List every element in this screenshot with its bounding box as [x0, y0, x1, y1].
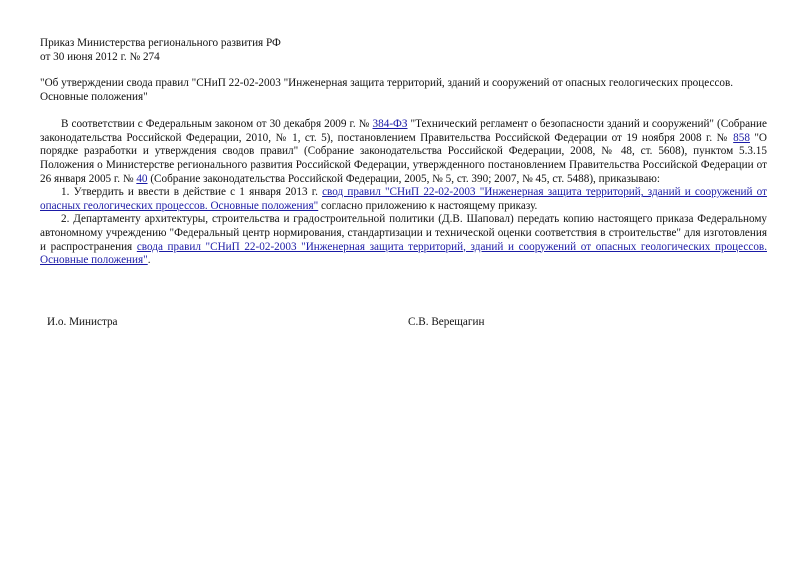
snip-rules-link[interactable]: свод правил "СНиП 22-02-2003 "Инженерная защита территорий, зданий и сооружений от опасных геологических процессов. Основные положения" [40, 186, 768, 212]
item-1-paragraph [40, 186, 767, 213]
order-issuer: Приказ Министерства регионального развития РФ [40, 37, 281, 49]
document-page [40, 37, 768, 328]
resolution-858-link[interactable]: 858 [733, 131, 750, 144]
preamble-text-4: (Собрание законодательства Российской Федерации, 2005, № 5, ст. 390; 2007, № 45, ст. 5488), приказываю: [147, 172, 660, 185]
preamble-text-3: "О порядке разработки и утверждения сводов правил" (Собрание законодательства Российской Федерации, 2008, № 48, ст. 5608), пунктом 5.3.15 Положения о Министерстве регионального развития Российской Федерации, утвержденного постановлением Правительства Российской Федерации от 26 января 2005 г. № [40, 131, 767, 185]
signatory-position: И.о. Министра [47, 316, 118, 328]
resolution-40-link[interactable]: 40 [136, 172, 148, 185]
item-1-text-2: согласно приложению к настоящему приказу. [318, 199, 538, 212]
order-date-number: от 30 июня 2012 г. № 274 [40, 51, 160, 63]
signatory-name: С.В. Верещагин [408, 316, 485, 328]
law-384-fz-link[interactable]: 384-ФЗ [372, 118, 408, 131]
preamble-text-2: "Технический регламент о безопасности зданий и сооружений" (Собрание законодательства Российской Федерации, 2010, № 1, ст. 5), постановлением Правительства Российской Федерации от 19 ноября 2008 г. № [40, 118, 767, 144]
item-1-text-1: 1. Утвердить и ввести в действие с 1 января 2013 г. [61, 186, 323, 199]
item-2-paragraph [40, 213, 767, 267]
document-title-text: "Об утверждении свода правил "СНиП 22-02-2003 "Инженерная защита территорий, зданий и сооружений от опасных геологических процессов. Основные положения" [40, 77, 734, 103]
signature-block [40, 316, 767, 330]
item-2-text-2: . [147, 254, 151, 267]
order-header [40, 37, 767, 65]
preamble-paragraph [40, 118, 767, 186]
preamble-text-1: В соответствии с Федеральным законом от 30 декабря 2009 г. № [61, 118, 373, 131]
item-2-text-1: 2. Департаменту архитектуры, строительства и градостроительной политики (Д.В. Шаповал) передать копию настоящего приказа Федеральному автономному учреждению "Федеральный центр нормирования, стандартизации и технической оценки соответствия в строительстве" для изготовления и распространения [40, 213, 767, 253]
snip-rules-distribution-link[interactable]: свода правил "СНиП 22-02-2003 "Инженерная защита территорий, зданий и сооружений от опасных геологических процессов. Основные положения" [40, 240, 767, 267]
document-title [40, 77, 767, 104]
document-body [40, 118, 767, 268]
